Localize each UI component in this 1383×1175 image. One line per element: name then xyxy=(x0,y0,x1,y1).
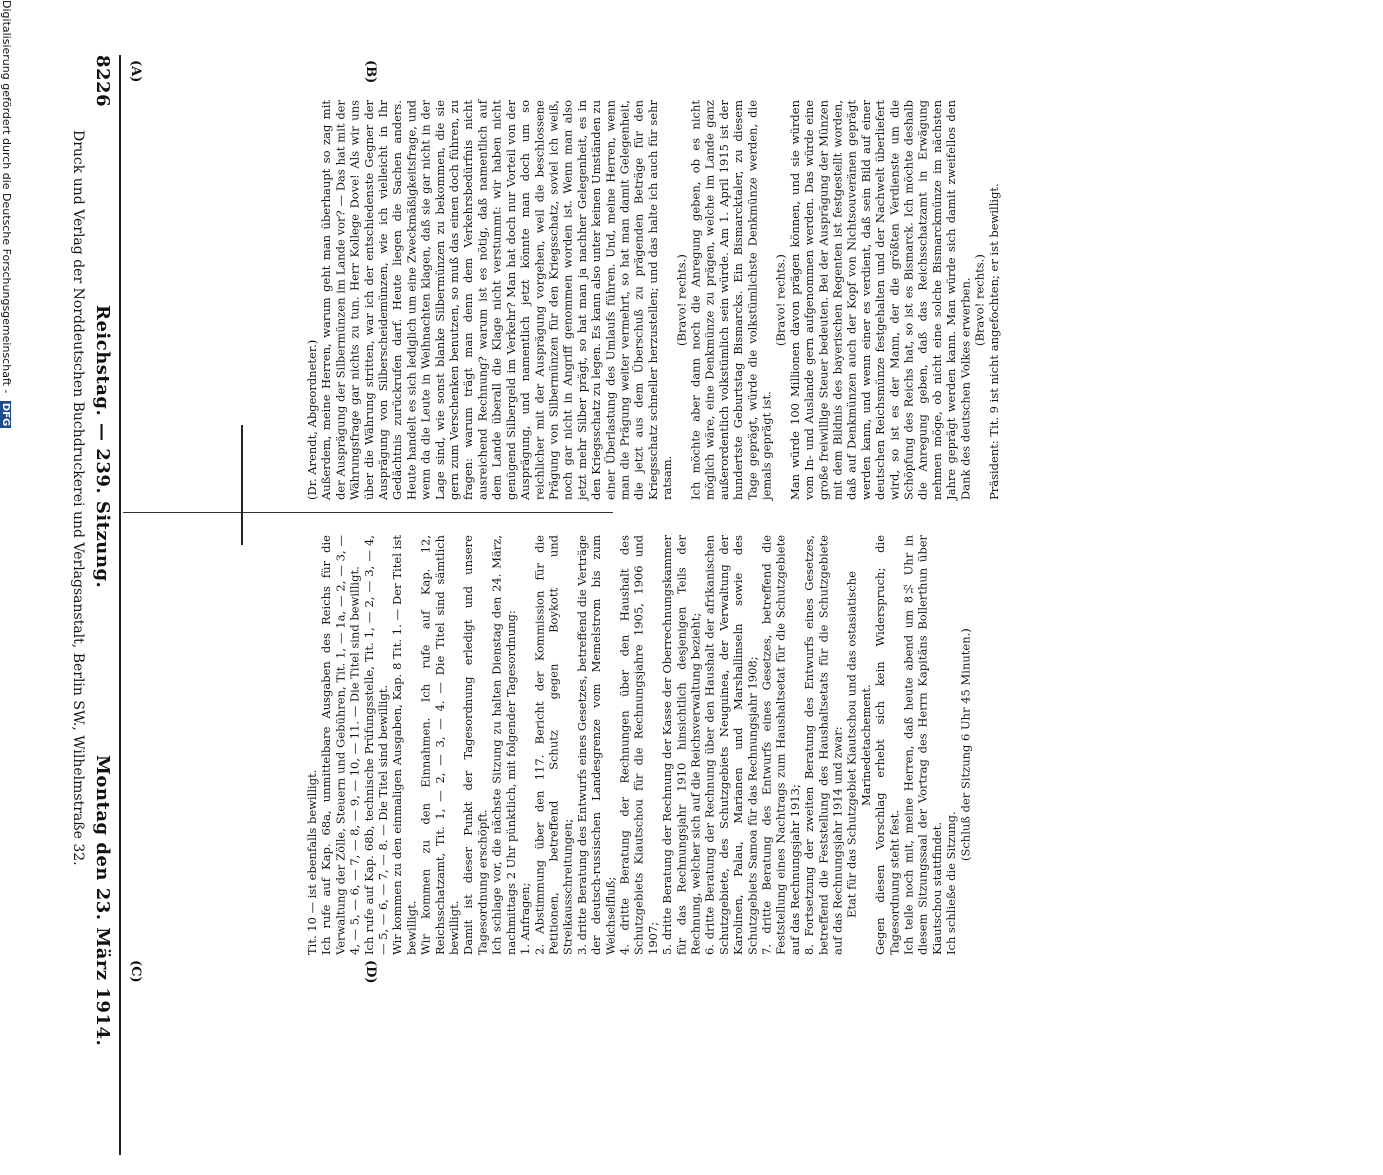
agenda-item: 5. dritte Beratung der Rechnung der Kasse der Oberrechnungskammer für das Rechnungsjahr 1910 hinsichtlich desjenigen Teils der Rechnung, welcher sich auf die Reichsverwaltung bezieht; xyxy=(660,535,703,955)
left-paragraph: Außerdem, meine Herren, warum geht man überhaupt so zag mit der Ausprägung der Silbermünzen im Lande vor? — Das hat mit der Währungsfrage gar nichts zu tun. Herr Kollege Dove! Als wir uns über die Währung stritten, war ich der entschiedenste Gegner der Ausprägung von Silberscheidemünzen, wie ich vielleicht in Ihr Gedächtnis zurückrufen darf. Heute liegen die Sachen anders. Heute handelt es sich lediglich um eine Zweckmäßigkeitsfrage, und wenn da die Leute in Weihnachten klagen, daß sie gar nicht in der Lage sind, wie sonst blanke Silbermünzen zu bekommen, die sie gern zum Verschenken benutzen, so muß das einen doch führen, zu fragen: warum trägt man denn dem Verkehrsbedürfnis nicht ausreichend Rechnung? warum ist es nötig, daß namentlich auf dem Lande überall die Klage nicht verstummt: wir haben nicht genügend Silbergeld im Verkehr? Man hat doch nur Vorteil von der Ausprägung, und namentlich jetzt könnte man doch um so reichlicher mit der Ausprägung vorgehen, weil die beschlossene Prägung von Silbermünzen für den Kriegsschatz, soviel ich weiß, noch gar nicht in Angriff genommen worden ist. Wenn man also jetzt mehr Silber prägt, so hat man ja nachher Gelegenheit, es in den Kriegsschatz zu legen. Es kann also unter keinen Umständen zu einer Überlastung des Umlaufs führen. Und, meine Herren, wenn man die Prägung weiter vermehrt, so hat man damit Gelegenheit, die jetzt aus dem Überschuß zu prägenden Beträge für den Kriegsschatz schneller herzustellen; und das halte ich auch für sehr ratsam. xyxy=(319,100,675,500)
printer-imprint: Druck und Verlag der Norddeutschen Buchdruckerei und Verlagsanstalt, Berlin SW., Wilhelmstraße 32. xyxy=(70,130,86,866)
agenda-item: 2. Abstimmung über den 117. Bericht der Kommission für die Petitionen, betreffend Schutz gegen Boykott und Streikausschreitungen; xyxy=(532,535,575,955)
interjection: (Bravo! rechts.) xyxy=(972,254,987,346)
page-number: 8226 xyxy=(92,55,113,108)
closing-paragraph: Ich teile noch mit, meine Herren, daß heute abend um 8½ Uhr in diesem Sitzungssaal der Vortrag des Herrn Kapitäns Bollerthun über Kiautschou stattfindet. xyxy=(901,535,944,955)
left-paragraph: Ich möchte aber dann noch die Anregung geben, ob es nicht möglich wäre, eine Denkmünze zu prägen, welche im Lande ganz außerordentlich volkstümlich sein würde. Am 1. April 1915 ist der hundertste Geburtstag Bismarcks. Ein Bismarcktaler, zu diesem Tage geprägt, würde die volkstümlichste Denkmünze werden, die jemals geprägt ist. xyxy=(688,100,774,500)
session-date: Montag den 23. März 1914. xyxy=(92,755,113,1047)
right-paragraph: Ich schlage vor, die nächste Sitzung zu halten Dienstag den 24. März, nachmittags 2 Uhr pünktlich, mit folgender Tagesordnung: xyxy=(489,535,518,955)
interjection: (Bravo! rechts.) xyxy=(674,254,689,346)
margin-marker-d: (D) xyxy=(363,960,378,984)
margin-marker-c: (C) xyxy=(128,960,143,983)
header-rule xyxy=(119,55,121,1155)
closing-paragraph: Ich schließe die Sitzung. xyxy=(944,811,959,955)
margin-marker-b: (B) xyxy=(363,60,378,84)
margin-marker-a: (A) xyxy=(128,60,143,83)
column-divider xyxy=(123,512,613,513)
right-paragraph: Ich rufe auf Kap. 68b, technische Prüfungsstelle, Tit. 1, — 2, — 3, — 4, — 5, — 6, — 7, — 8. — Die Titel sind bewilligt. xyxy=(361,535,391,955)
agenda-item: 1. Anfragen; xyxy=(518,882,533,955)
agenda-item: 6. dritte Beratung der Rechnung über den Haushalt der afrikanischen Schutzgebiete, des Schutzgebiets Neuguinea, der Verwaltung der Karolinen, Palau, Marianen und Marshallinseln sowie des Schutzgebiets Samoa für das Rechnungsjahr 1908; xyxy=(702,535,760,955)
right-paragraph: Ich rufe auf Kap. 68a, unmittelbare Ausgaben des Reichs für die Verwaltung der Zölle, Steuern und Gebühren, Tit. 1, — 1a, — 2, — 3, — 4, — 5, — 6, — 7, — 8, — 9, — 10, — 11. — Die Titel sind bewilligt. xyxy=(319,535,362,955)
interjection: (Bravo! rechts.) xyxy=(773,254,788,346)
agenda-item: 8. Fortsetzung der zweiten Beratung des Entwurfs eines Gesetzes, betreffend die Feststellung des Haushaltsetats für die Schutzgebiete auf das Rechnungsjahr 1914 und zwar: xyxy=(802,535,845,955)
right-paragraph: Tit. 10 — ist ebenfalls bewilligt. xyxy=(305,769,319,955)
agenda-item: 3. dritte Beratung des Entwurfs eines Gesetzes, betreffend die Verträge der deutsch-russischen Landesgrenze vom Memelstrom bis zum Weichselfluß; xyxy=(574,535,618,955)
left-column xyxy=(305,80,1001,500)
closing-paragraph: Gegen diesen Vorschlag erhebt sich kein Widerspruch; die Tagesordnung steht fest. xyxy=(873,535,902,955)
dfg-logo: DFG xyxy=(0,402,11,427)
right-paragraph: Wir kommen zu den Einnahmen. Ich rufe auf Kap. 12, Reichsschatzamt, Tit. 1, — 2, — 3, — 4. — Die Titel sind sämtlich bewilligt. xyxy=(418,535,462,955)
agenda-item: 7. dritte Beratung des Entwurfs eines Gesetzes, betreffend die Feststellung eines Nachtrags zum Haushaltsetat für die Schutzgebiete auf das Rechnungsjahr 1913; xyxy=(759,535,802,955)
right-column xyxy=(305,515,973,955)
right-paragraph: Damit ist dieser Punkt der Tagesordnung erledigt und unsere Tagesordnung erschöpft. xyxy=(461,535,490,955)
session-end-note: (Schluß der Sitzung 6 Uhr 45 Minuten.) xyxy=(958,628,973,862)
left-paragraph: Man würde 100 Millionen davon prägen können, und sie würden vom In- und Auslande gern aufgenommen werden. Das würde eine große freiwillige Steuer bedeuten. Bei der Ausprägung der Münzen mit dem Bildnis des bayerischen Regenten ist festgestellt worden, daß auf Denkmünzen auch der Kopf von Nichtsouveränen geprägt werden kann, und wenn einer es verdient, daß sein Bild auf einer deutschen Reichsmünze festgehalten und der Nachwelt überliefert wird, so ist es der Mann, der die größten Verdienste um die Schöpfung des Reichs hat, so ist es Bismarck. Ich möchte deshalb die Anregung geben, daß das Reichsschatzamt in Erwägung nehmen möge, ob nicht eine solche Bismarckmünze im nächsten Jahre geprägt werden kann. Man würde sich damit zweifellos den Dank des deutschen Volkes erwerben. xyxy=(787,100,973,500)
digitization-text: Digitalisierung gefördert durch die Deutsche Forschungsgemeinschaft - xyxy=(0,0,13,394)
end-rule xyxy=(241,425,243,545)
right-paragraph: Wir kommen zu den einmaligen Ausgaben, Kap. 8 Tit. 1. — Der Titel ist bewilligt. xyxy=(390,535,419,955)
agenda-subitem: Etat für das Schutzgebiet Kiautschou und das ostasiatische Marinedetachement. xyxy=(844,571,873,919)
speaker-label: (Dr. Arendt, Abgeordneter.) xyxy=(305,339,319,500)
digitization-note xyxy=(0,0,13,990)
session-title: Reichstag. — 239. Sitzung. xyxy=(92,305,113,589)
agenda-item: 4. dritte Beratung der Rechnungen über den Haushalt des Schutzgebiets Kiautschou für die Rechnungsjahre 1905, 1906 und 1907; xyxy=(617,535,660,955)
president-statement: Präsident: Tit. 9 ist nicht angefochten; er ist bewilligt. xyxy=(986,183,1001,500)
